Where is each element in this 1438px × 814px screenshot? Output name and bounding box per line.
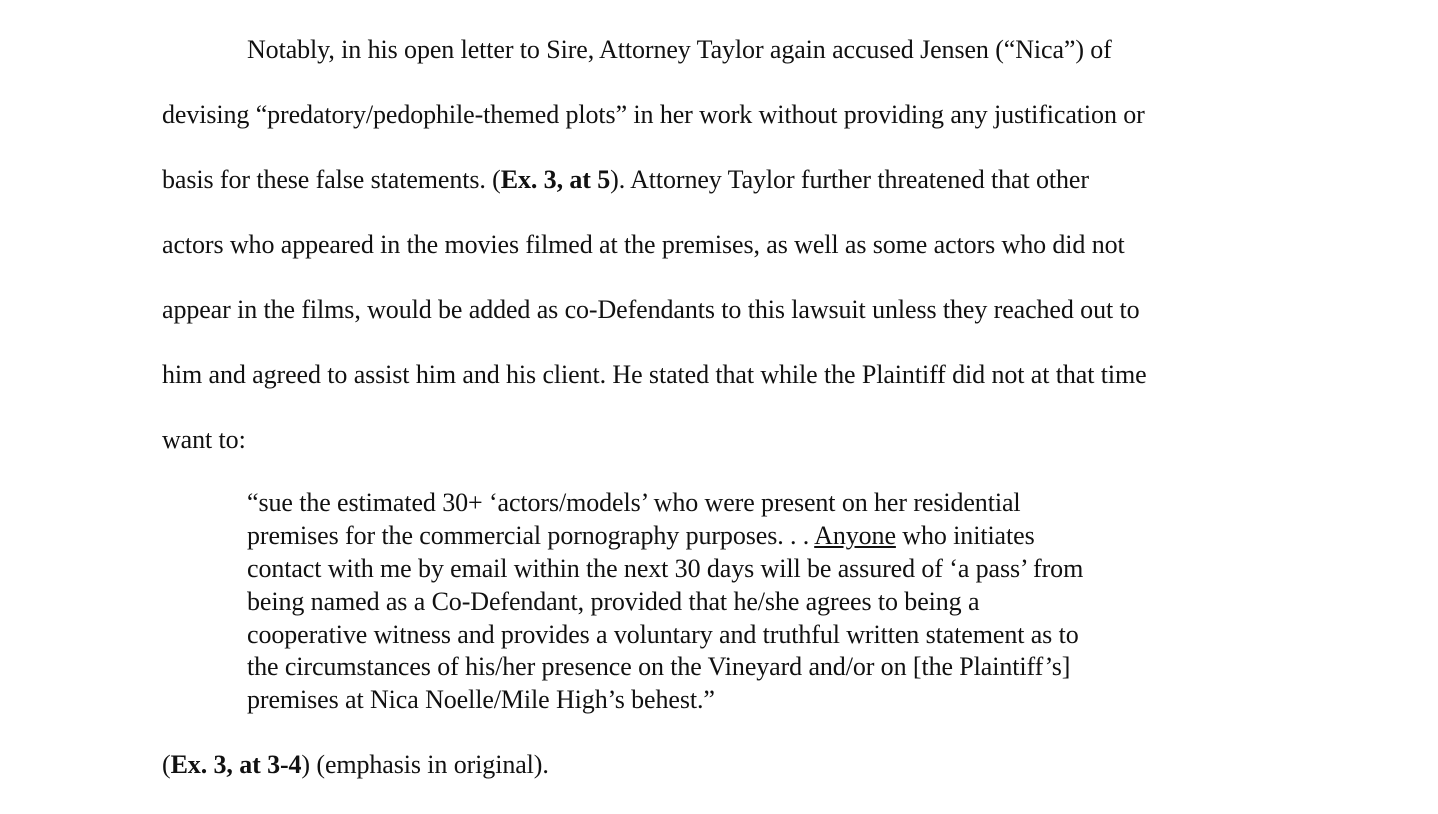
paragraph-line-5: appear in the films, would be added as co-Defendants to this lawsuit unless they reached out to xyxy=(162,295,1140,324)
paragraph-line-3-text-before: basis for these false statements. ( xyxy=(162,165,501,194)
emphasis-underlined: Anyone xyxy=(814,521,896,550)
paragraph-line-3-text-after: ). Attorney Taylor further threatened that other xyxy=(610,165,1089,194)
citation-open-paren: ( xyxy=(162,750,171,779)
quote-line-2 xyxy=(247,521,1035,551)
exhibit-citation-bold: Ex. 3, at 5 xyxy=(500,165,611,194)
citation-line xyxy=(162,750,549,780)
citation-exhibit-bold: Ex. 3, at 3-4 xyxy=(170,750,302,779)
quote-line-1: “sue the estimated 30+ ‘actors/models’ who were present on her residential xyxy=(247,488,1021,517)
quote-line-7: premises at Nica Noelle/Mile High’s behest.” xyxy=(247,685,715,714)
paragraph-line-2: devising “predatory/pedophile-themed plots” in her work without providing any justification or xyxy=(162,100,1145,129)
paragraph-line-3 xyxy=(162,165,1089,195)
quote-line-2-text-before: premises for the commercial pornography purposes. . . xyxy=(247,521,815,550)
quote-line-3: contact with me by email within the next 30 days will be assured of ‘a pass’ from xyxy=(247,554,1084,583)
paragraph-line-7: want to: xyxy=(162,425,246,454)
citation-rest: ) (emphasis in original). xyxy=(301,750,549,779)
paragraph-line-6: him and agreed to assist him and his client. He stated that while the Plaintiff did not at that time xyxy=(162,360,1147,389)
quote-line-4: being named as a Co-Defendant, provided that he/she agrees to being a xyxy=(247,587,980,616)
quote-line-2-text-after: who initiates xyxy=(895,521,1035,550)
quote-line-6: the circumstances of his/her presence on the Vineyard and/or on [the Plaintiff’s] xyxy=(247,652,1071,681)
paragraph-line-1: Notably, in his open letter to Sire, Attorney Taylor again accused Jensen (“Nica”) of xyxy=(247,35,1112,64)
paragraph-line-4: actors who appeared in the movies filmed at the premises, as well as some actors who did not xyxy=(162,230,1125,259)
quote-line-5: cooperative witness and provides a voluntary and truthful written statement as to xyxy=(247,620,1079,649)
